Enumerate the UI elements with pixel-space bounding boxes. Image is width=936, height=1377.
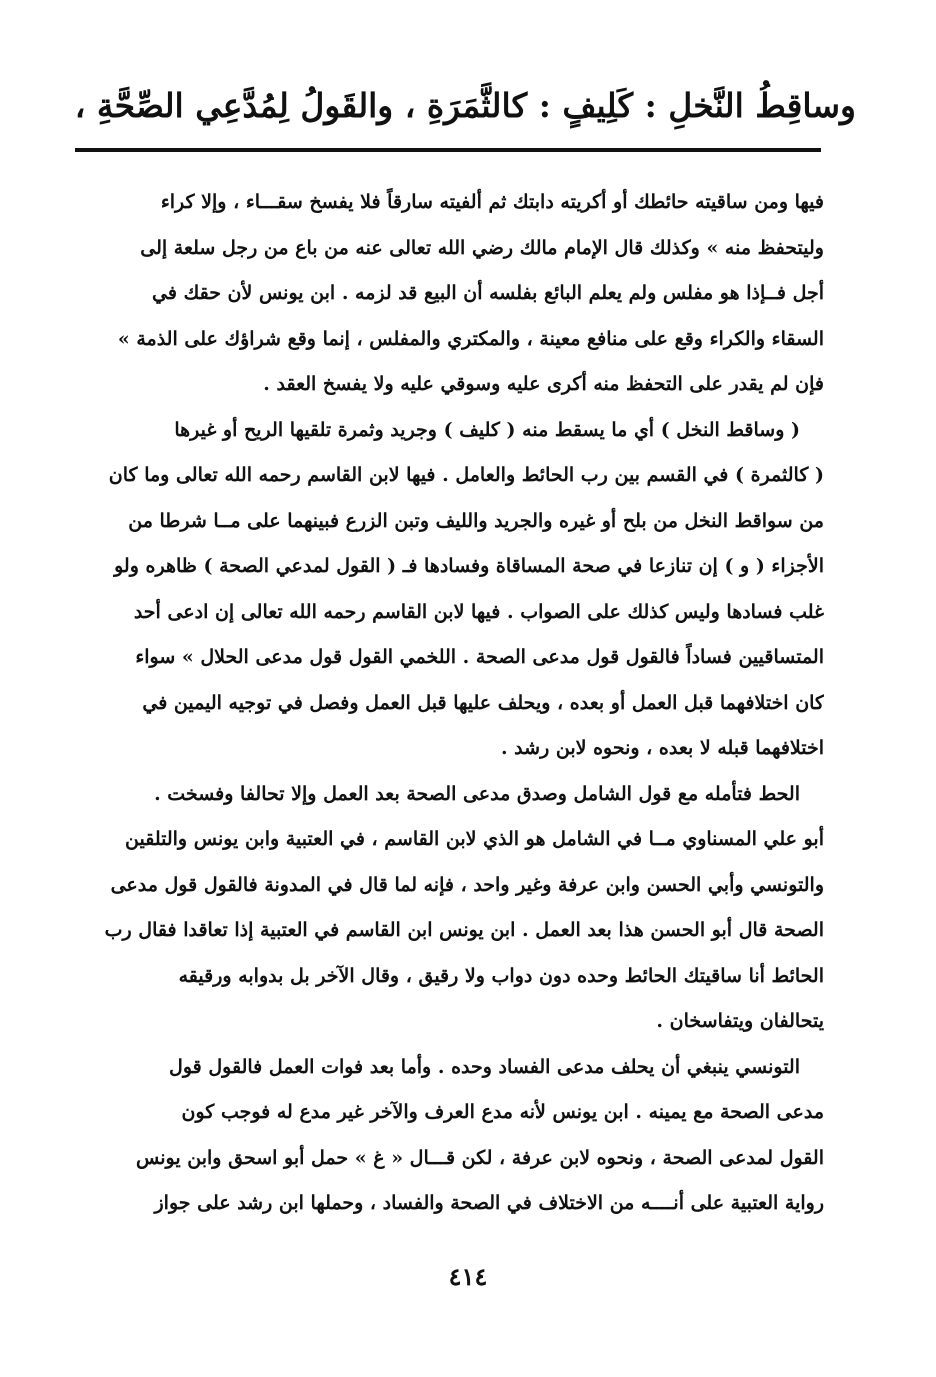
- header-divider: [75, 148, 821, 152]
- page-number: ٤١٤: [448, 1262, 488, 1291]
- text-line: التونسي ينبغي أن يحلف مدعى الفساد وحده . وأما بعد فوات العمل فالقول قول: [169, 1055, 800, 1078]
- text-line: اختلافهما قبله لا بعده ، ونحوه لابن رشد .: [500, 737, 824, 759]
- text-line: مدعى الصحة مع يمينه . ابن يونس لأنه مدع العرف والآخر غير مدع له فوجب كون: [181, 1101, 824, 1123]
- text-line: كان اختلافهما قبل العمل أو بعده ، ويحلف عليها قبل العمل وفصل في توجيه اليمين في: [142, 691, 824, 714]
- text-line: المتساقيين فساداً فالقول قول مدعى الصحة . اللخمي القول قول مدعى الحلال » سواء: [135, 646, 824, 668]
- text-line: الحائط أنا ساقيتك الحائط وحده دون دواب ولا رقيق ، وقال الآخر بل بدوابه ورقيقه: [178, 964, 824, 987]
- text-line: السقاء والكراء وقع على منافع معينة ، والمكتري والمفلس ، إنما وقع شراؤك على الذمة »: [117, 327, 824, 350]
- text-line: والتونسي وأبي الحسن وابن عرفة وغير واحد ، فإنه لما قال في المدونة فالقول قول مدعى: [110, 873, 824, 896]
- text-line: الحط فتأمله مع قول الشامل وصدق مدعى الصحة بعد العمل وإلا تحالفا وفسخت .: [154, 782, 800, 805]
- text-line: وليتحفظ منه » وكذلك قال الإمام مالك رضي الله تعالى عنه من باع من رجل سلعة إلى: [140, 236, 824, 259]
- text-line: يتحالفان ويتفاسخان .: [656, 1010, 824, 1032]
- body-text: [72, 180, 824, 1227]
- text-line: غلب فسادها وليس كذلك على الصواب . فيها لابن القاسم رحمه الله تعالى إن ادعى أحد: [133, 600, 824, 623]
- text-line: ( كالثمرة ) في القسم بين رب الحائط والعامل . فيها لابن القاسم رحمه الله تعالى وما كان: [108, 464, 824, 486]
- text-line: الأجزاء ( و ) إن تنازعا في صحة المساقاة وفسادها فـ ( القول لمدعي الصحة ) ظاهره ولو: [114, 555, 824, 577]
- text-line: فإن لم يقدر على التحفظ منه أكرى عليه وسوقي عليه ولا يفسخ العقد .: [263, 373, 824, 395]
- text-line: فيها ومن ساقيته حائطك أو أكريته دابتك ثم ألفيته سارقاً فلا يفسخ سقـــاء ، وإلا كراء: [160, 191, 824, 213]
- text-line: أبو علي المسناوي مــا في الشامل هو الذي لابن القاسم ، في العتبية وابن يونس والتلقين: [125, 828, 824, 850]
- text-line: أجل فــإذا هو مفلس ولم يعلم البائع بفلسه أن البيع قد لزمه . ابن يونس لأن حقك في: [152, 282, 824, 304]
- text-line: رواية العتبية على أنــــه من الاختلاف في الصحة والفساد ، وحملها ابن رشد على جواز: [154, 1192, 824, 1214]
- page-header-title: وساقِطُ النَّخلِ : كَلِيفٍ : كالثَّمَرَةِ ، والقَولُ لِمُدَّعِي الصِّحَّةِ ،: [74, 86, 856, 125]
- text-line: من سواقط النخل من بلح أو غيره والجريد والليف وتبن الزرع فبينهما على مــا شرطا من: [128, 509, 824, 532]
- text-line: الصحة قال أبو الحسن هذا بعد العمل . ابن يونس ابن القاسم في العتبية إذا تعاقدا فقال رب: [104, 919, 824, 941]
- text-line: ( وساقط النخل ) أي ما يسقط منه ( كليف ) وجريد وثمرة تلقيها الريح أو غيرها: [174, 418, 800, 441]
- text-line: القول لمدعى الصحة ، ونحوه لابن عرفة ، لكن قـــال « غ » حمل أبو اسحق وابن يونس: [136, 1146, 824, 1169]
